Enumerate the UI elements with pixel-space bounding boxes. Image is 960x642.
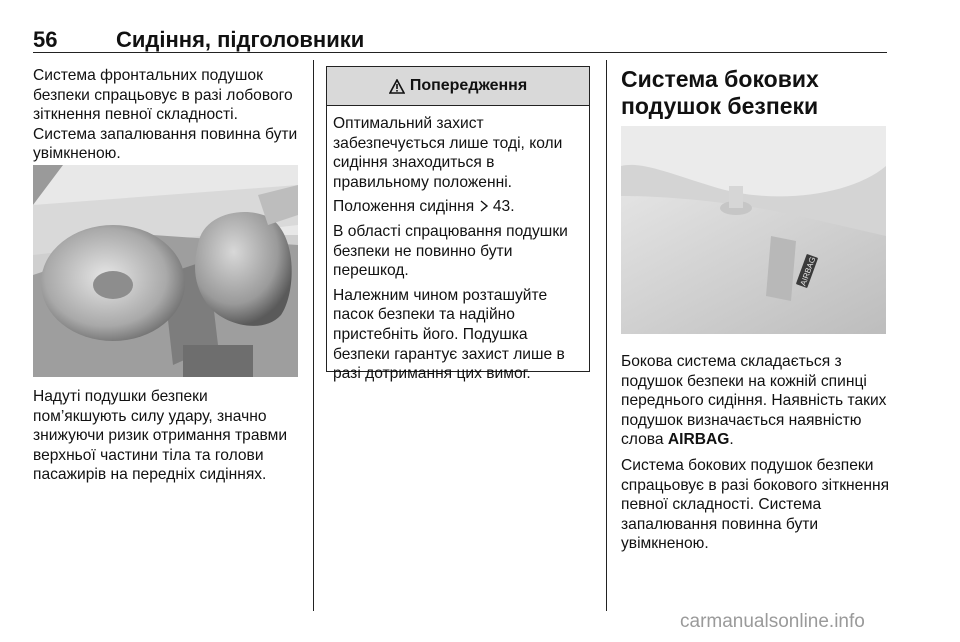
- airbag-word: AIRBAG: [667, 431, 730, 449]
- watermark: carmanualsonline.info: [680, 611, 865, 632]
- side-airbag-seat-photo: [621, 126, 886, 334]
- warning-paragraph-1: Оптимальний захист забезпечується лише тоді, коли сидіння знаходиться в правильному положенні.: [333, 115, 563, 191]
- warning-triangle-icon: [389, 79, 405, 94]
- warning-box: [326, 66, 590, 383]
- page-reference-icon: [479, 200, 489, 212]
- photo-caption: Надуті подушки безпеки пом’якшують силу удару, значно знижуючи ризик отримання травми верхньої частини тіла та голови пасажирів на передніх сидіннях.: [33, 388, 288, 484]
- header-divider: [33, 52, 887, 53]
- side-airbag-paragraph-2: Система бокових подушок безпеки спрацьовує в разі бокового зіткнення певної складності. Система запалювання повинна бути увімкненою.: [621, 456, 890, 553]
- warning-title: Попередження: [409, 77, 528, 94]
- side-airbag-text-1: Бокова система складається з подушок безпеки на кожній спинці переднього сидіння. Наявність таких подушок визначається наявністю слова: [621, 353, 887, 449]
- page-number: 56: [33, 27, 58, 52]
- warning-paragraph-4: Належним чином розташуйте пасок безпеки та надійно пристебніть його. Подушка безпеки гарантує захист лише в разі дотримання цих вимог.: [333, 286, 565, 383]
- warning-paragraph-2: [333, 197, 583, 217]
- column-divider-2: [606, 60, 607, 611]
- warning-paragraph-3: В області спрацювання подушки безпеки не повинно бути перешкод.: [333, 222, 568, 280]
- column-3-text: [621, 352, 891, 554]
- sentence-end: .: [729, 431, 734, 449]
- page-reference-link[interactable]: 43.: [492, 198, 515, 216]
- front-airbags-photo: [33, 165, 298, 377]
- column-divider-1: [313, 60, 314, 611]
- side-airbag-paragraph-1: [621, 352, 891, 450]
- column-1: [33, 66, 303, 164]
- side-airbag-heading: Система бокових подушок безпеки: [621, 66, 819, 119]
- intro-paragraph: Система фронтальних подушок безпеки спрацьовує в разі лобового зіткнення певної складності. Система запалювання повинна бути увімкненою.: [33, 67, 298, 163]
- seat-position-text: Положення сидіння: [333, 198, 475, 216]
- caption-block: [33, 387, 303, 485]
- section-title: Сидіння, підголовники: [116, 27, 365, 52]
- warning-body: [327, 106, 589, 384]
- seat-airbag-label: AIRBAG: [798, 255, 818, 288]
- warning-header: [327, 67, 589, 106]
